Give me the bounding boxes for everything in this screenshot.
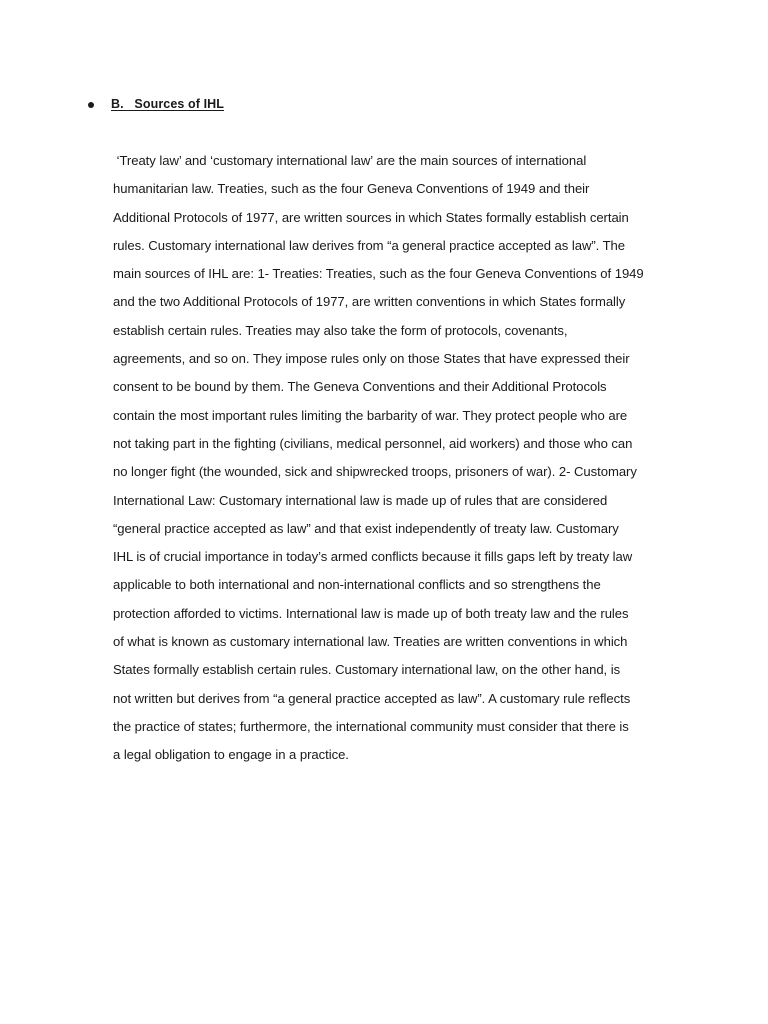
paragraph-line: of what is known as customary international law. Treaties are written conventions in which bbox=[113, 634, 628, 650]
paragraph-line: IHL is of crucial importance in today’s armed conflicts because it fills gaps left by treaty law bbox=[113, 549, 633, 565]
paragraph-line: States formally establish certain rules. Customary international law, on the other hand, is bbox=[113, 662, 621, 678]
section-heading: B. Sources of IHL bbox=[111, 97, 225, 111]
paragraph-line: a legal obligation to engage in a practice. bbox=[113, 747, 349, 763]
paragraph-line: International Law: Customary international law is made up of rules that are considered bbox=[113, 492, 608, 508]
paragraph-line: main sources of IHL are: 1- Treaties: Treaties, such as the four Geneva Conventions of 1949 bbox=[113, 266, 644, 282]
paragraph-line: humanitarian law. Treaties, such as the four Geneva Conventions of 1949 and their bbox=[113, 181, 590, 197]
paragraph-line: and the two Additional Protocols of 1977, are written conventions in which States formally bbox=[113, 294, 626, 310]
paragraph-line: no longer fight (the wounded, sick and shipwrecked troops, prisoners of war). 2- Customary bbox=[113, 464, 637, 480]
bullet-icon bbox=[88, 102, 94, 108]
paragraph-line: contain the most important rules limiting the barbarity of war. They protect people who are bbox=[113, 407, 628, 423]
paragraph-line: “general practice accepted as law” and that exist independently of treaty law. Customary bbox=[113, 520, 619, 536]
paragraph-line: applicable to both international and non-international conflicts and so strengthens the bbox=[113, 577, 601, 593]
paragraph-line: the practice of states; furthermore, the international community must consider that there is bbox=[113, 718, 629, 734]
paragraph-line: agreements, and so on. They impose rules only on those States that have expressed their bbox=[113, 351, 630, 367]
paragraph-line: protection afforded to victims. International law is made up of both treaty law and the rules bbox=[113, 605, 629, 621]
section-heading-row bbox=[88, 94, 224, 114]
paragraph-line: not taking part in the fighting (civilians, medical personnel, aid workers) and those who can bbox=[113, 435, 633, 451]
body-paragraph bbox=[113, 147, 683, 770]
paragraph-line: Additional Protocols of 1977, are written sources in which States formally establish certain bbox=[113, 209, 629, 225]
paragraph-line: rules. Customary international law derives from “a general practice accepted as law”. The bbox=[113, 237, 626, 253]
paragraph-line: establish certain rules. Treaties may also take the form of protocols, covenants, bbox=[113, 322, 568, 338]
paragraph-line: consent to be bound by them. The Geneva Conventions and their Additional Protocols bbox=[113, 379, 607, 395]
paragraph-line: ‘Treaty law’ and ‘customary international law’ are the main sources of international bbox=[113, 153, 587, 168]
paragraph-line: not written but derives from “a general practice accepted as law”. A customary rule reflects bbox=[113, 690, 631, 706]
